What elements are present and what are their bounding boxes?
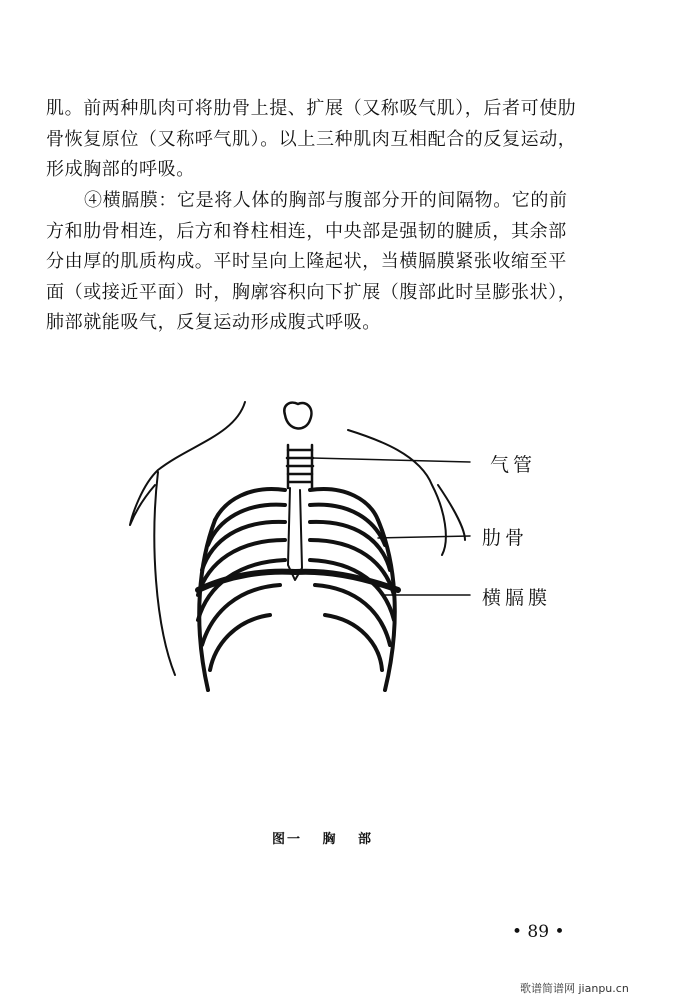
text-line: 分由厚的肌质构成。平时呈向上隆起状，当横膈膜紧张收缩至平	[46, 251, 567, 272]
label-diaphragm: 横膈膜	[482, 587, 552, 609]
watermark: 歌谱简谱网 jianpu.cn	[520, 982, 629, 995]
chest-illustration	[120, 390, 570, 724]
ribs-pointer	[378, 536, 470, 538]
text-line: 骨恢复原位（又称呼气肌）。以上三种肌肉互相配合的反复运动，	[46, 128, 577, 150]
label-ribs: 肋骨	[482, 527, 529, 549]
text-line: 肌。前两种肌肉可将肋骨上提、扩展（又称吸气肌），后者可使肋	[46, 98, 577, 119]
label-trachea: 气管	[490, 454, 537, 476]
paragraph-muscles	[46, 94, 606, 186]
text-line: 面（或接近平面）时，胸廓容积向下扩展（腹部此时呈膨张状），	[46, 281, 577, 303]
text-line: 形成胸部的呼吸。	[46, 159, 195, 180]
text-line: ④横膈膜：它是将人体的胸部与腹部分开的间隔物。它的前	[84, 190, 568, 211]
sternum	[288, 488, 302, 580]
diaphragm-line	[198, 572, 398, 590]
page-number: • 89 •	[512, 922, 565, 942]
torso-outline	[130, 402, 245, 525]
chest-drawing	[120, 390, 570, 720]
left-ribs	[198, 489, 285, 690]
trachea-pointer	[312, 458, 470, 462]
text-line: 肺部就能吸气，反复运动形成腹式呼吸。	[46, 312, 381, 333]
paragraph-diaphragm	[46, 186, 606, 339]
text-line: 方和肋骨相连，后方和脊柱相连，中央部是强韧的腱质，其余部	[46, 220, 567, 242]
figure-caption: 图一 胸 部	[272, 832, 374, 847]
right-ribs	[310, 489, 395, 690]
trachea	[284, 403, 313, 488]
